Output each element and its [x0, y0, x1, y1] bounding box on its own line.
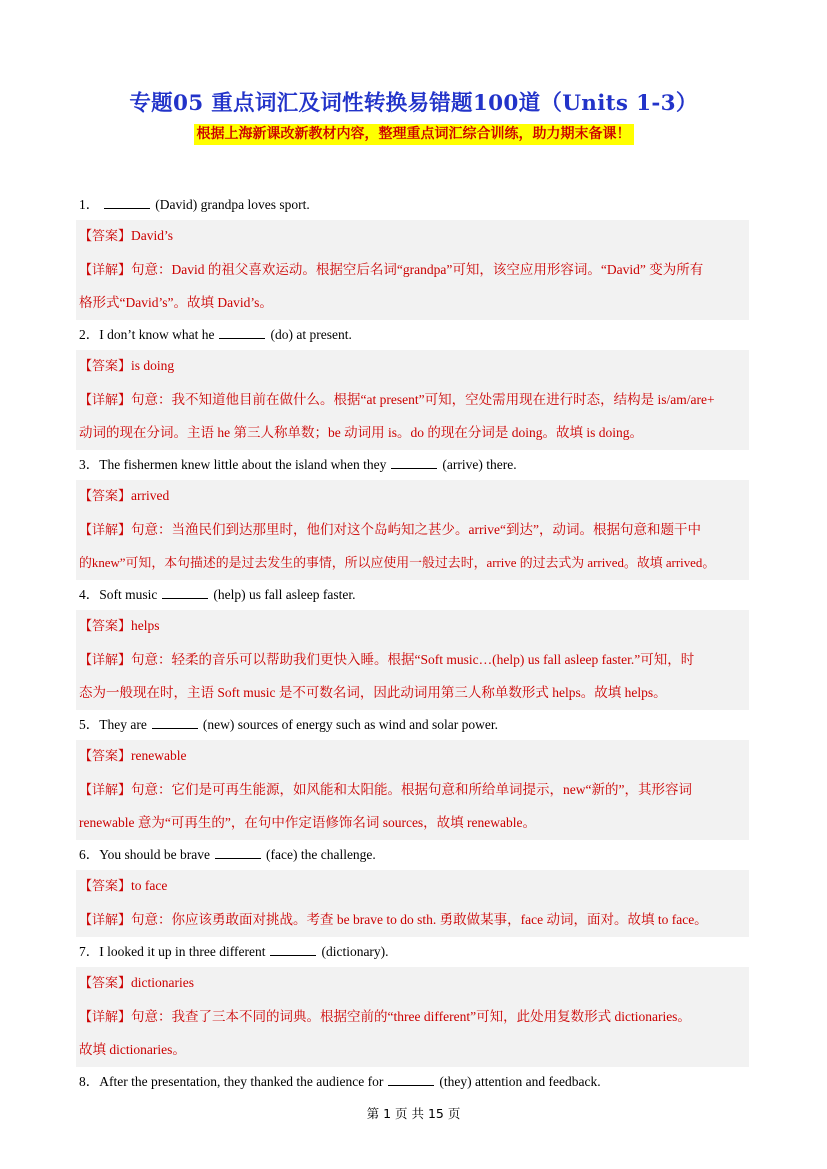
- detail-tag: 【详解】: [79, 1009, 132, 1025]
- page-footer: 第 1 页 共 15 页: [366, 1106, 461, 1121]
- detail-text: 句意：我查了三本不同的词典。根据空前的“three different”可知，此处用复数形式 dictionaries。: [131, 1008, 691, 1024]
- answer-block-5: [76, 740, 749, 840]
- detail-text: 的knew”可知，本句描述的是过去发生的事情，所以应使用一般过去时，arrive 的过去式为 arrived。故填 arrived。: [79, 556, 716, 570]
- answer-tag: 【答案】: [79, 749, 132, 764]
- answer-blank: [270, 943, 316, 956]
- answer-block-7: [76, 967, 749, 1067]
- detail-text: 句意：David 的祖父喜欢运动。根据空后名词“grandpa”可知，该空应用形容词。“David” 变为所有: [131, 261, 704, 277]
- answer-text: dictionaries: [131, 975, 194, 990]
- answer-tag: 【答案】: [79, 359, 132, 374]
- detail-tag: 【详解】: [79, 782, 132, 798]
- answer-blank: [104, 196, 150, 209]
- question-7: 7．I looked it up in three different (dictionary).: [79, 944, 389, 959]
- answer-block-2: [76, 350, 749, 450]
- answer-block-3: [76, 480, 749, 580]
- detail-text: 故填 dictionaries。: [79, 1042, 186, 1057]
- answer-tag: 【答案】: [79, 489, 132, 504]
- answer-text: David’s: [131, 228, 174, 243]
- detail-tag: 【详解】: [79, 652, 132, 668]
- question-8: 8．After the presentation, they thanked the audience for (they) attention and feedback.: [79, 1074, 601, 1089]
- answer-text: arrived: [131, 488, 170, 503]
- answer-tag: 【答案】: [79, 976, 132, 991]
- answer-blank: [388, 1073, 434, 1086]
- question-1: 1． (David) grandpa loves sport.: [79, 197, 310, 212]
- answer-blank: [219, 326, 265, 339]
- question-5: 5．They are (new) sources of energy such as wind and solar power.: [79, 717, 499, 732]
- highlighted-subtitle: 根据上海新课改新教材内容，整理重点词汇综合训练，助力期末备课！: [194, 124, 634, 145]
- answer-blank: [215, 846, 261, 859]
- answer-tag: 【答案】: [79, 619, 132, 634]
- detail-tag: 【详解】: [79, 262, 132, 278]
- detail-tag: 【详解】: [79, 522, 132, 538]
- answer-block-6: [76, 870, 749, 937]
- answer-block-1: [76, 220, 749, 320]
- answer-block-4: [76, 610, 749, 710]
- detail-text: 句意：当渔民们到达那里时，他们对这个岛屿知之甚少。arrive“到达”，动词。根据句意和题干中: [131, 521, 701, 537]
- detail-text: 动词的现在分词。主语 he 第三人称单数；be 动词用 is。do 的现在分词是 doing。故填 is doing。: [79, 425, 643, 440]
- detail-text: 句意：轻柔的音乐可以帮助我们更快入睡。根据“Soft music…(help) us fall asleep faster.”可知，时: [131, 651, 695, 667]
- detail-tag: 【详解】: [79, 392, 132, 408]
- question-6: 6．You should be brave (face) the challenge.: [79, 847, 376, 862]
- detail-text: 句意：它们是可再生能源，如风能和太阳能。根据句意和所给单词提示，new“新的”，其形容词: [131, 781, 692, 797]
- question-4: 4．Soft music (help) us fall asleep faster.: [79, 587, 356, 602]
- answer-text: helps: [131, 618, 160, 633]
- question-3: 3．The fishermen knew little about the island when they (arrive) there.: [79, 457, 517, 472]
- answer-blank: [162, 586, 208, 599]
- detail-text: 态为一般现在时，主语 Soft music 是不可数名词，因此动词用第三人称单数形式 helps。故填 helps。: [79, 685, 667, 700]
- answer-tag: 【答案】: [79, 229, 132, 244]
- answer-blank: [152, 716, 198, 729]
- detail-tag: 【详解】: [79, 912, 132, 928]
- question-2: 2．I don’t know what he (do) at present.: [79, 327, 352, 342]
- answer-text: to face: [131, 878, 168, 893]
- detail-text: 句意：我不知道他目前在做什么。根据“at present”可知，空处需用现在进行时态，结构是 is/am/are+: [131, 391, 715, 407]
- detail-text: renewable 意为“可再生的”，在句中作定语修饰名词 sources，故填 renewable。: [79, 815, 537, 830]
- answer-tag: 【答案】: [79, 879, 132, 894]
- detail-text: 句意：你应该勇敢面对挑战。考查 be brave to do sth. 勇敢做某事，face 动词，面对。故填 to face。: [131, 911, 708, 927]
- page-title: 专题05 重点词汇及词性转换易错题100道（Units 1-3）: [129, 91, 698, 116]
- answer-text: is doing: [131, 358, 175, 373]
- answer-text: renewable: [131, 748, 187, 763]
- answer-blank: [391, 456, 437, 469]
- detail-text: 格形式“David’s”。故填 David’s。: [79, 295, 273, 310]
